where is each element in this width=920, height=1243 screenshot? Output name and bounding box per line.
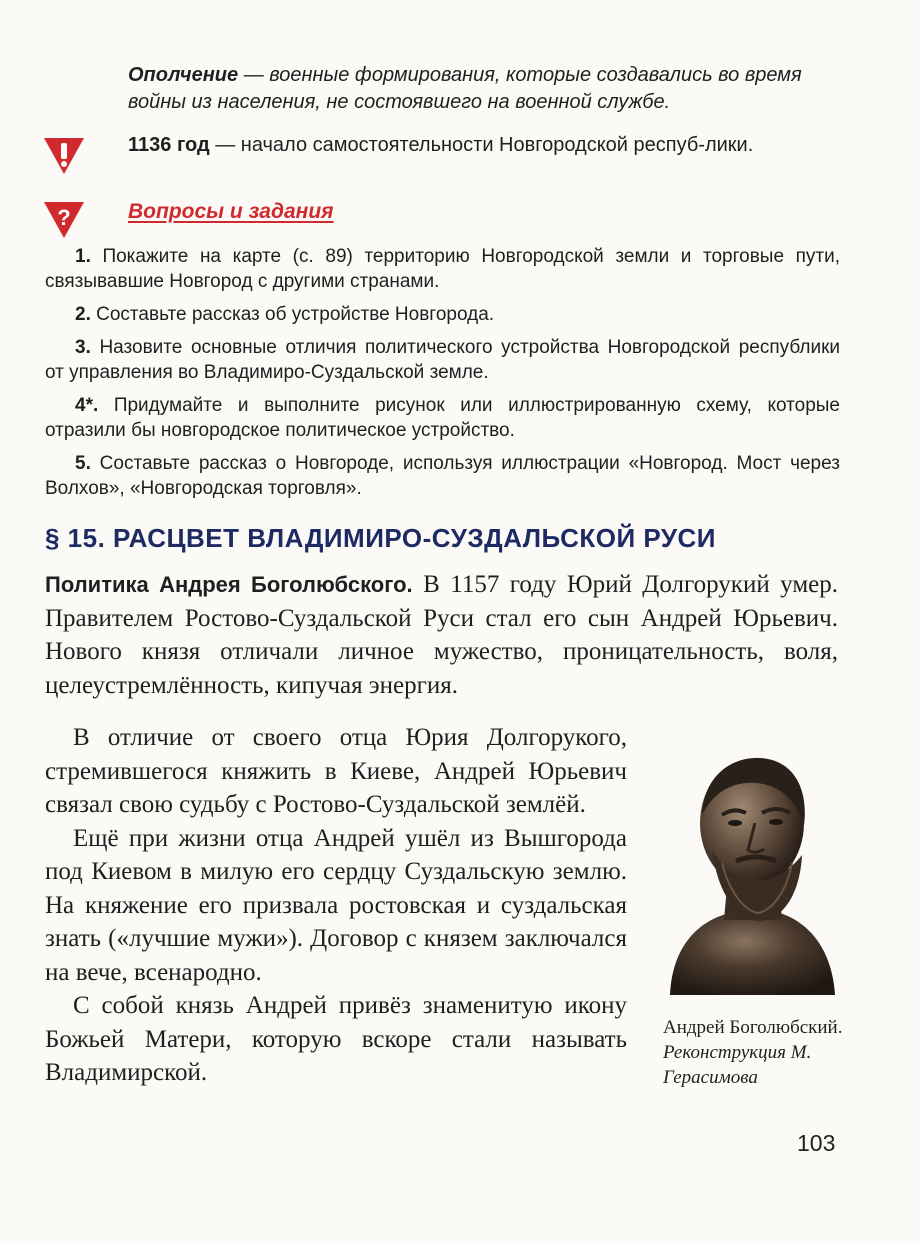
key-date-text: — начало самостоятельности Новгородской респуб-лики. bbox=[209, 134, 754, 156]
figure-caption bbox=[663, 1015, 863, 1090]
task-item: 5. Составьте рассказ о Новгороде, используя иллюстрации «Новгород. Мост через Волхов», «Новгородская торговля». bbox=[45, 453, 840, 499]
lead-heading: Политика Андрея Боголюбского. bbox=[45, 572, 413, 597]
paragraph-3: Ещё при жизни отца Андрей ушёл из Вышгорода под Киевом в милую его сердцу Суздальскую землю. На княжение его призвала ростовская и суздальская знать («лучшие мужи»). Договор с князем заключался на вече, всенародно. bbox=[45, 824, 627, 986]
definition-text: — военные формирования, которые создавались во время войны из населения, не состоявшего на военной службе. bbox=[128, 64, 802, 113]
key-date-block bbox=[128, 131, 838, 159]
section-title: § 15. РАСЦВЕТ ВЛАДИМИРО-СУЗДАЛЬСКОЙ РУСИ bbox=[45, 523, 716, 553]
definition-block bbox=[128, 62, 838, 116]
bust-illustration bbox=[660, 745, 840, 995]
tasks-list bbox=[45, 244, 840, 509]
task-item: 1. Покажите на карте (с. 89) территорию Новгородской земли и торговые пути, связывавшие Новгород с другими странами. bbox=[45, 246, 840, 292]
page-number: 103 bbox=[797, 1130, 836, 1156]
key-date-year: 1136 год bbox=[128, 134, 210, 156]
main-paragraph bbox=[45, 568, 838, 702]
svg-text:?: ? bbox=[57, 205, 71, 230]
caption-name: Андрей Боголюбский. bbox=[663, 1017, 843, 1038]
question-icon bbox=[42, 198, 86, 242]
narrow-column bbox=[45, 721, 627, 1090]
definition-term: Ополчение bbox=[128, 64, 239, 86]
paragraph-4: С собой князь Андрей привёз знаменитую икону Божьей Матери, которую вскоре стали называть Владимирской. bbox=[45, 992, 627, 1086]
task-item: 2. Составьте рассказ об устройстве Новгорода. bbox=[75, 304, 495, 325]
paragraph-1: В 1157 году Юрий Долгорукий умер. Правителем Ростово-Суздальской Руси стал его сын Андрей Юрьевич. Нового князя отличали личное мужество, проницательность, воля, целеустремлённость, кипучая энергия. bbox=[45, 571, 838, 699]
questions-heading: Вопросы и задания bbox=[128, 200, 334, 223]
exclamation-icon bbox=[42, 134, 86, 178]
task-item: 4*. Придумайте и выполните рисунок или иллюстрированную схему, которые отразили бы новгородское политическое устройство. bbox=[45, 395, 840, 441]
task-item: 3. Назовите основные отличия политического устройства Новгородской республики от управления во Владимиро-Суздальской земле. bbox=[45, 337, 840, 383]
caption-note: Реконструкция М. Герасимова bbox=[663, 1042, 812, 1088]
paragraph-2: В отличие от своего отца Юрия Долгорукого, стремившегося княжить в Киеве, Андрей Юрьевич связал свою судьбу с Ростово-Суздальской землёй. bbox=[45, 724, 627, 818]
